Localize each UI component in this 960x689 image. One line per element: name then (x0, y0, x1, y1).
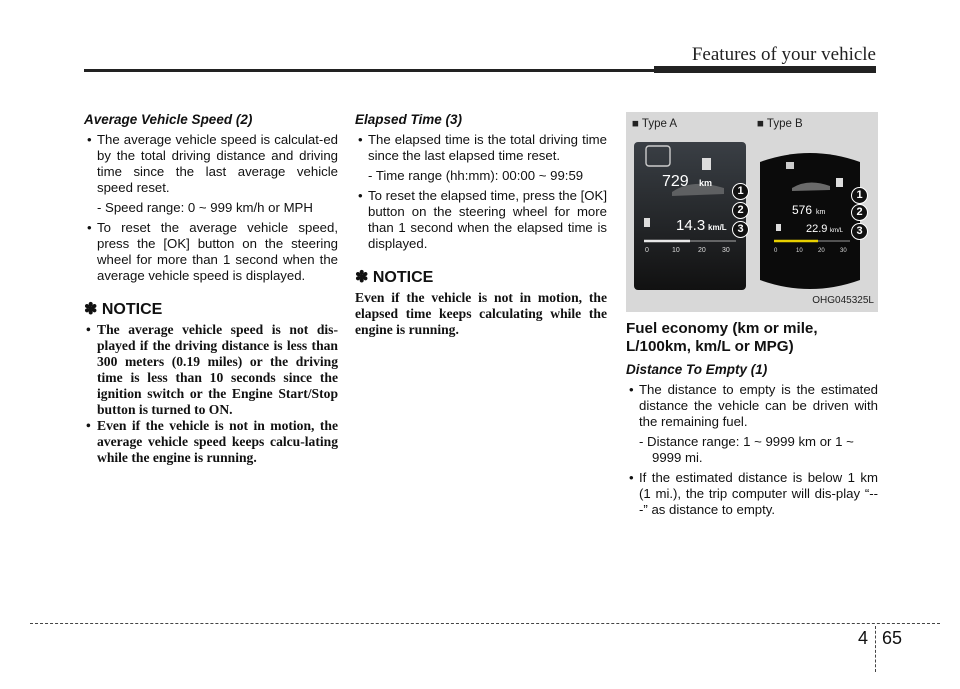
notice-heading: ✽ NOTICE (355, 269, 434, 286)
figure-code: OHG045325L (812, 295, 874, 306)
notice-heading: ✽ NOTICE (84, 301, 163, 318)
distance-value-b: 576 (792, 203, 813, 217)
distance-unit-b: km (816, 209, 826, 216)
cluster-figure (626, 112, 878, 312)
callout-3-type-b: 3 (851, 223, 868, 240)
average-speed-heading: Average Vehicle Speed (2) (84, 112, 253, 127)
type-a-label: ■ Type A (632, 118, 678, 130)
time-range: - Time range (hh:mm): 00:00 ~ 99:59 (368, 168, 584, 183)
page-number: 65 (882, 628, 903, 648)
elapsed-time-bullet-2: • To reset the elapsed time, press the [OK] button on the steering wheel for more than 1 second when the elapsed time is displayed. (355, 188, 607, 252)
callout-1-type-a: 1 (732, 183, 749, 200)
scale-b-3: 30 (840, 248, 847, 254)
callout-1-type-b: 1 (851, 187, 868, 204)
economy-value-b: 22.9 (806, 223, 828, 235)
distance-to-empty-bullet-2: • If the estimated distance is below 1 km (1 mi.), the trip computer will dis-play “---” as distance to empty. (626, 470, 878, 518)
scale-a-2: 20 (698, 247, 706, 254)
notice-item: • Even if the vehicle is not in motion, the average vehicle speed keeps calcu-lating while the engine is running. (84, 418, 338, 466)
distance-range: - Distance range: 1 ~ 9999 km or 1 ~ 9999 mi. (639, 434, 854, 465)
column-average-speed (84, 112, 338, 466)
notice-item: • The average vehicle speed is not dis-played if the driving distance is less than 300 meters (0.19 miles) or the driving time is less than 10 seconds since the ignition switch or the Engine Start/Stop button is turned to ON. (84, 322, 338, 418)
economy-unit-b: km/L (830, 228, 844, 234)
column-elapsed-time (355, 112, 607, 338)
notice-body (84, 322, 338, 466)
header-rule-accent (654, 66, 876, 73)
scale-a-1: 10 (672, 247, 680, 254)
fuel-economy-heading: Fuel economy (km or mile, L/100km, km/L or MPG) (626, 320, 818, 355)
scale-a-3: 30 (722, 247, 730, 254)
distance-unit-a: km (699, 178, 713, 188)
cluster-panel-type-a (632, 140, 748, 292)
distance-value-a: 729 (662, 173, 689, 190)
notice-body: Even if the vehicle is not in motion, the elapsed time keeps calculating while the engine is running. (355, 290, 607, 337)
callout-2-type-a: 2 (732, 202, 749, 219)
chapter-number: 4 (858, 628, 869, 648)
speed-range: - Speed range: 0 ~ 999 km/h or MPH (97, 200, 313, 215)
economy-value-a: 14.3 (676, 217, 706, 234)
distance-to-empty-bullet-1: • The distance to empty is the estimated distance the vehicle can be driven with the remaining fuel. (626, 382, 878, 430)
scale-b-1: 10 (796, 248, 803, 254)
scale-b-0: 0 (774, 248, 778, 254)
average-speed-bullet-1: • The average vehicle speed is calculat-ed by the total driving distance and driving time since the last average vehicle speed reset. (84, 132, 338, 196)
scale-a-0: 0 (645, 247, 649, 254)
cluster-panel-type-b (756, 148, 864, 294)
type-b-label: ■ Type B (757, 118, 803, 130)
header-title: Features of your vehicle (691, 44, 876, 65)
elapsed-time-bullet-1: • The elapsed time is the total driving time since the last elapsed time reset. (355, 132, 607, 164)
page-divider (875, 626, 876, 672)
column-fuel-economy (626, 112, 878, 521)
elapsed-time-heading: Elapsed Time (3) (355, 112, 463, 127)
callout-2-type-b: 2 (851, 204, 868, 221)
average-speed-bullet-2: • To reset the average vehicle speed, press the [OK] button on the steering wheel for more than 1 second when the average vehicle speed is displayed. (84, 220, 338, 284)
distance-to-empty-heading: Distance To Empty (1) (626, 362, 768, 377)
scale-b-2: 20 (818, 248, 825, 254)
footer-rule (30, 623, 940, 624)
callout-3-type-a: 3 (732, 221, 749, 238)
economy-unit-a: km/L (708, 223, 727, 232)
